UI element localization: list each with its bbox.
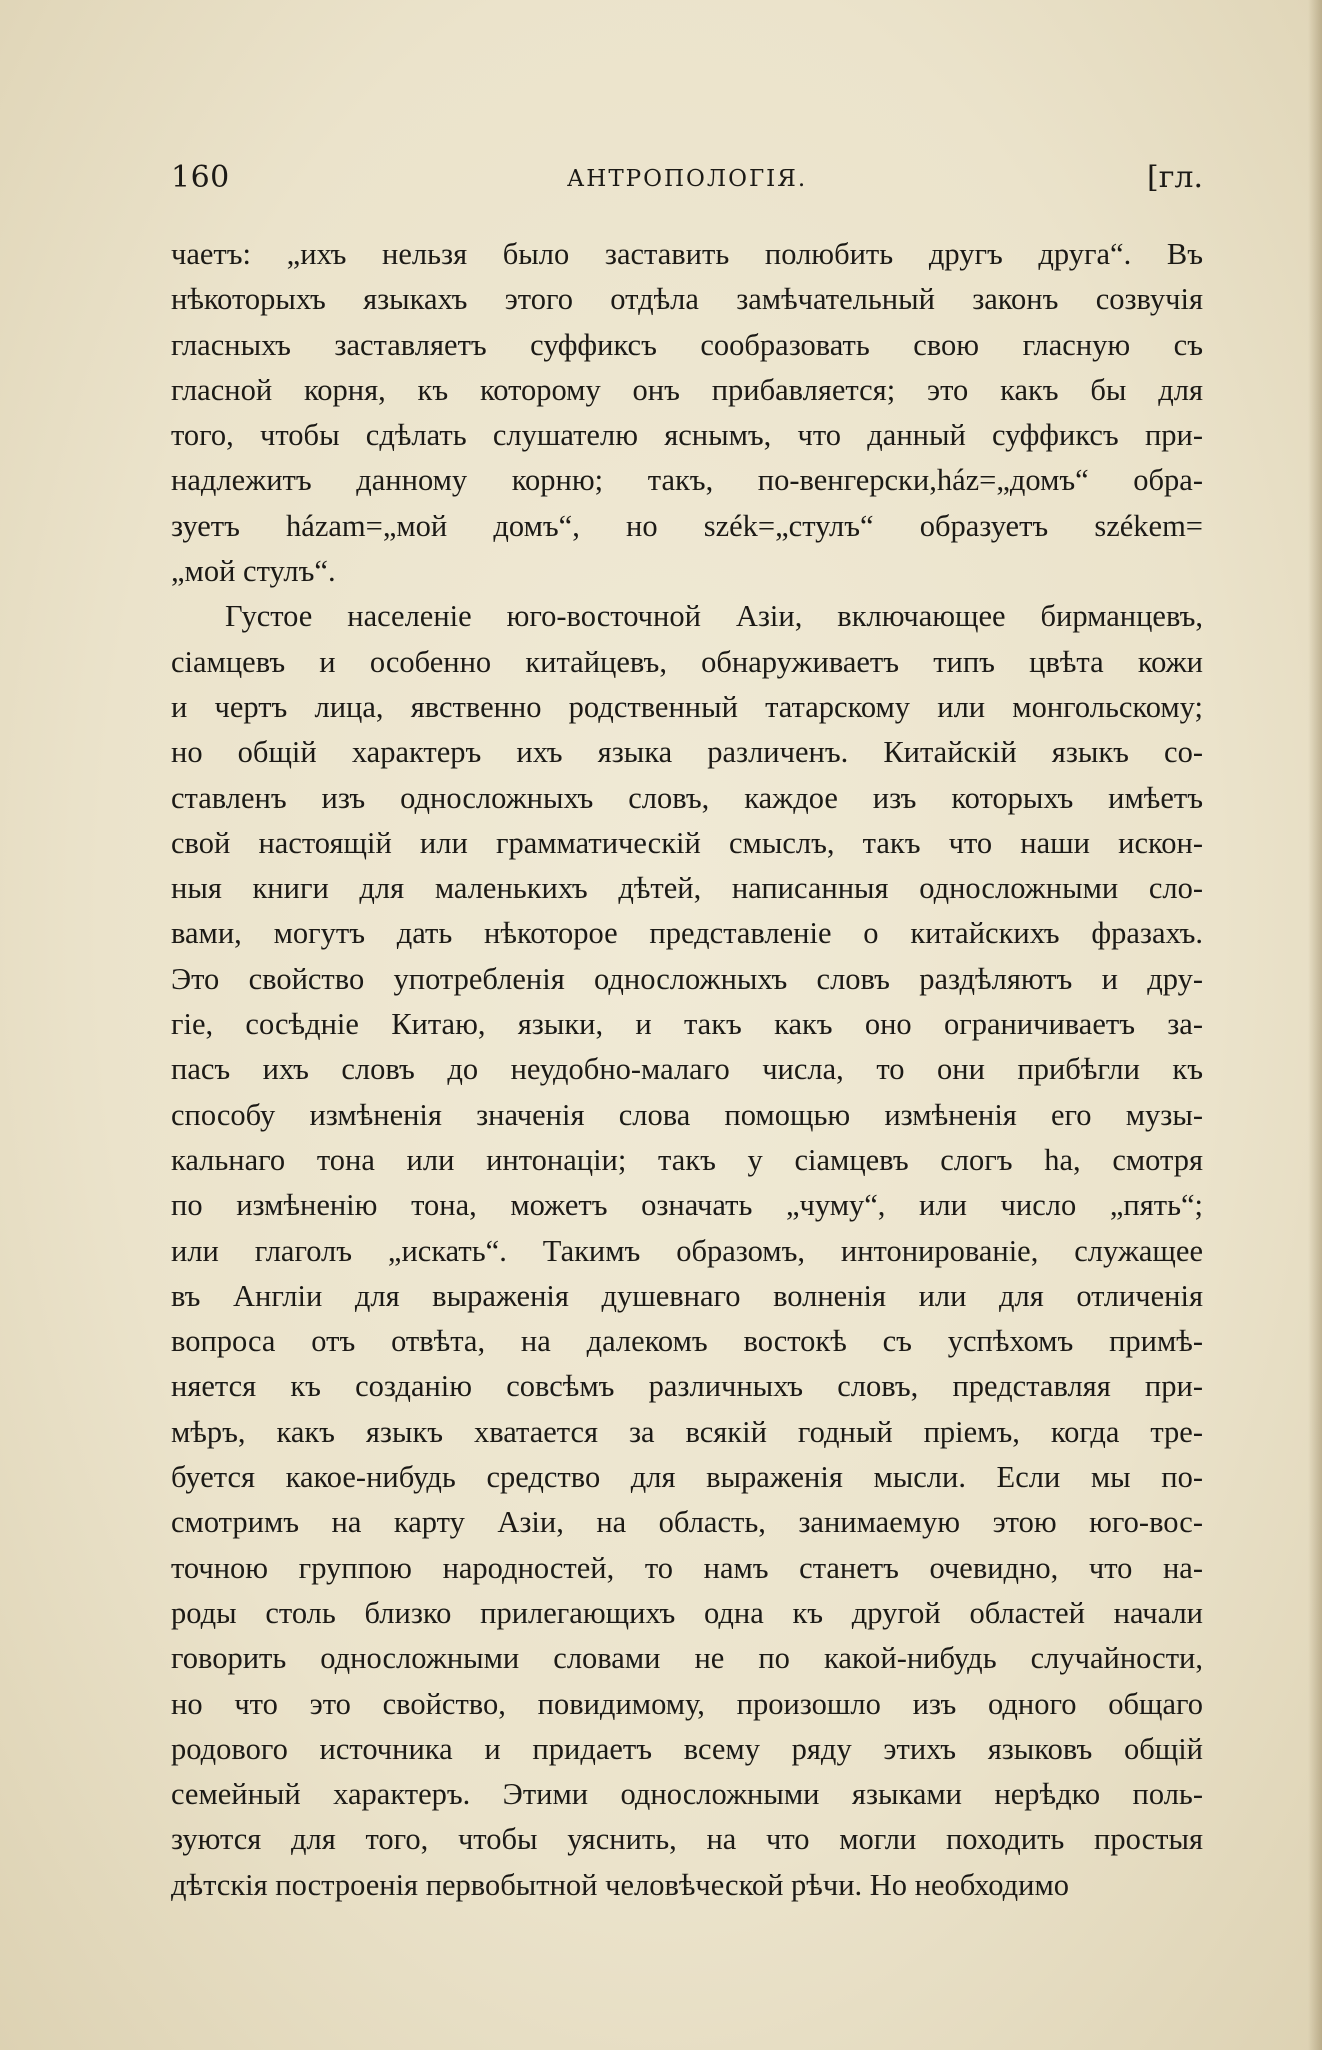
page-number: 160 [171, 160, 230, 195]
text-line: сіамцевъ и особенно китайцевъ, обнаруживаетъ типъ цвѣта кожи [171, 644, 1203, 679]
text-line: гласной корня, къ которому онъ прибавляется; это какъ бы для [171, 372, 1203, 407]
text-line: гласныхъ заставляетъ суффиксъ сообразовать свою гласную съ [171, 327, 1203, 362]
text-line: въ Англіи для выраженія душевнаго волненія или для отличенія [171, 1278, 1203, 1313]
text-line: способу измѣненія значенія слова помощью измѣненія его музы- [171, 1097, 1203, 1132]
paragraph [171, 232, 1203, 594]
text-line: родового источника и придаетъ всему ряду этихъ языковъ общій [171, 1731, 1203, 1766]
text-line: пасъ ихъ словъ до неудобно-малаго числа, то они прибѣгли къ [171, 1052, 1203, 1087]
text-line: няется къ созданію совсѣмъ различныхъ словъ, представляя при- [171, 1369, 1203, 1404]
page-edge-shadow [1308, 0, 1322, 2050]
text-line: кальнаго тона или интонаціи; такъ у сіамцевъ слогъ ha, смотря [171, 1142, 1203, 1177]
text-line: зуются для того, чтобы уяснить, на что могли походить простыя [171, 1822, 1203, 1857]
text-line: вопроса отъ отвѣта, на далекомъ востокѣ съ успѣхомъ примѣ- [171, 1324, 1203, 1359]
text-line: роды столь близко прилегающихъ одна къ другой областей начали [171, 1595, 1203, 1630]
text-line: но что это свойство, повидимому, произошло изъ одного общаго [171, 1686, 1203, 1721]
running-title: АНТРОПОЛОГІЯ. [566, 166, 808, 192]
text-line: или глаголъ „искать“. Такимъ образомъ, интонированіе, служащее [171, 1233, 1203, 1268]
text-line: говорить односложными словами не по какой-нибудь случайности, [171, 1641, 1203, 1676]
text-line: семейный характеръ. Этими односложными языками нерѣдко поль- [171, 1777, 1203, 1812]
text-line: „мой стулъ“. [171, 554, 336, 589]
text-line: гіе, сосѣдніе Китаю, языки, и такъ какъ оно ограничиваетъ за- [171, 1007, 1203, 1042]
paragraph [171, 594, 1203, 1908]
text-line: буется какое-нибудь средство для выраженія мысли. Если мы по- [171, 1460, 1203, 1495]
text-line: того, чтобы сдѣлать слушателю яснымъ, что данный суффиксъ при- [171, 418, 1203, 453]
text-line: и чертъ лица, явственно родственный татарскому или монгольскому; [171, 689, 1203, 724]
text-line: зуетъ házam=„мой домъ“, но szék=„стулъ“ образуетъ székem= [171, 508, 1203, 543]
text-line: ставленъ изъ односложныхъ словъ, каждое изъ которыхъ имѣетъ [171, 780, 1203, 815]
text-line: мѣръ, какъ языкъ хватается за всякій годный пріемъ, когда тре- [171, 1414, 1203, 1449]
text-line: точною группою народностей, то намъ станетъ очевидно, что на- [171, 1550, 1203, 1585]
text-line: смотримъ на карту Азіи, на область, занимаемую этою юго-вос- [171, 1505, 1203, 1540]
chapter-mark: [гл. [1146, 160, 1203, 195]
text-line: но общій характеръ ихъ языка различенъ. Китайскій языкъ со- [171, 735, 1203, 770]
body-text [171, 232, 1203, 1908]
text-line: чаетъ: „ихъ нельзя было заставить полюбить другъ друга“. Въ [171, 237, 1203, 271]
text-line: по измѣненію тона, можетъ означать „чуму“, или число „пять“; [171, 1188, 1203, 1223]
text-line: свой настоящій или грамматическій смыслъ, такъ что наши искон- [171, 825, 1203, 860]
running-header [171, 160, 1203, 204]
text-line: дѣтскія построенія первобытной человѣческой рѣчи. Но необходимо [171, 1867, 1069, 1902]
text-line: вами, могутъ дать нѣкоторое представленіе о китайскихъ фразахъ. [171, 916, 1203, 951]
text-line: Это свойство употребленія односложныхъ словъ раздѣляютъ и дру- [171, 961, 1203, 996]
text-line: надлежитъ данному корню; такъ, по-венгерски,ház=„домъ“ обра- [171, 463, 1203, 498]
text-line: нѣкоторыхъ языкахъ этого отдѣла замѣчательный законъ созвучія [171, 282, 1203, 317]
text-line: ныя книги для маленькихъ дѣтей, написанныя односложными сло- [171, 871, 1203, 906]
text-line: Густое населеніе юго-восточной Азіи, включающее бирманцевъ, [225, 599, 1203, 634]
